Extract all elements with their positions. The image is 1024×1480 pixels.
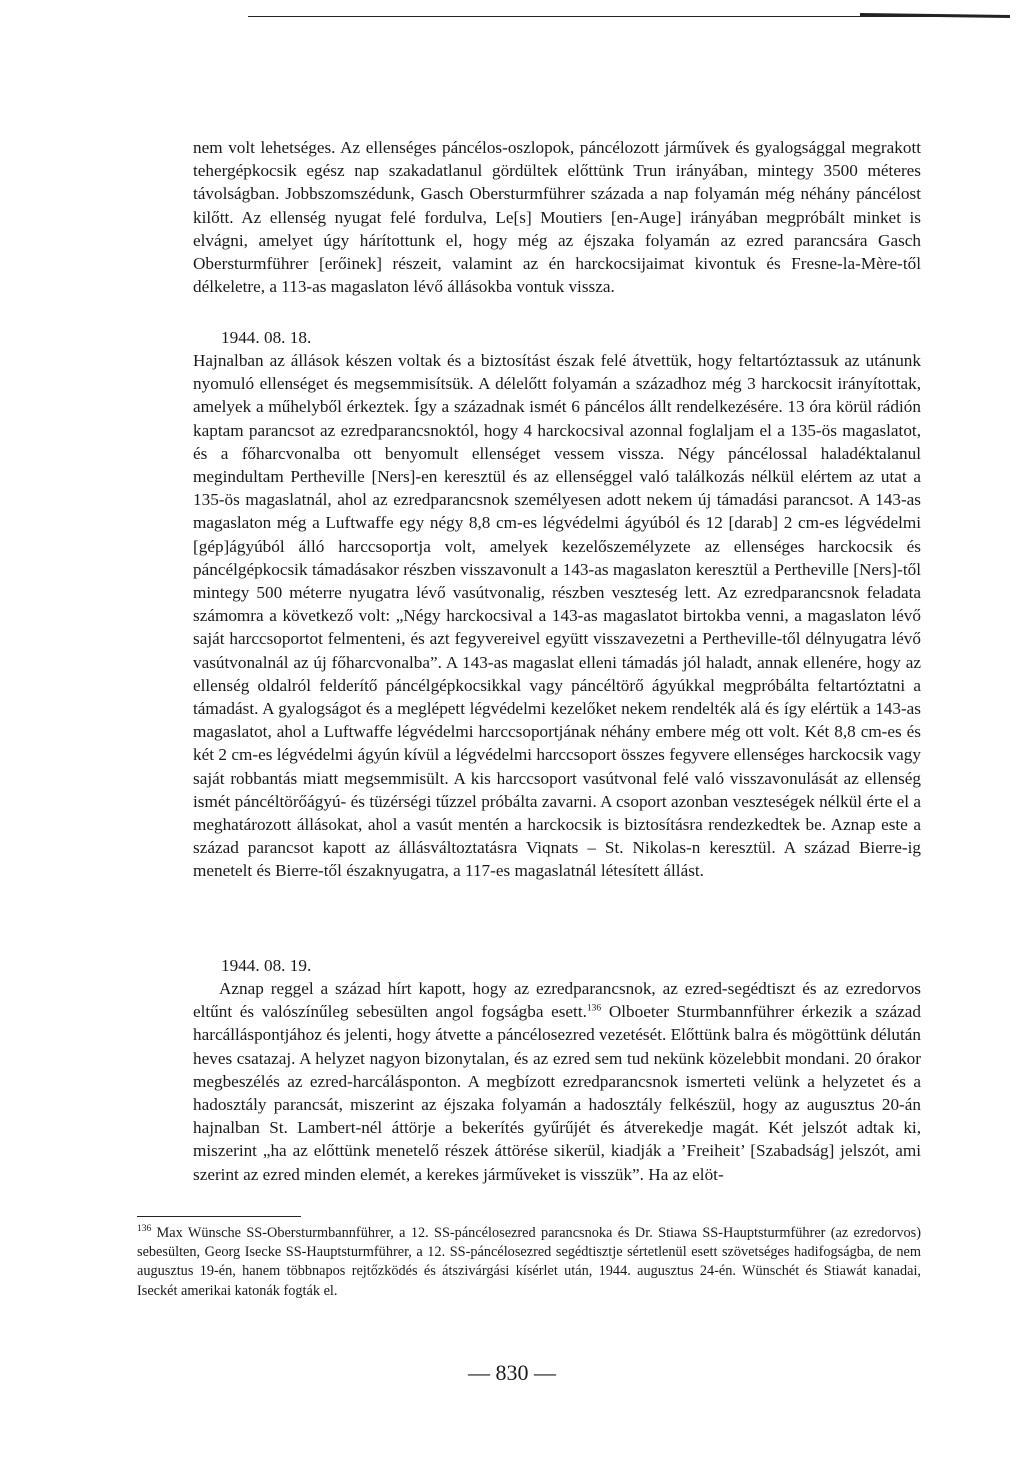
footnote-text: Max Wünsche SS-Obersturmbannführer, a 12. SS-páncélosezred parancsnoka és Dr. Stiawa SS-Hauptsturmführer (az ezredorvos) sebesülten, Georg Isecke SS-Hauptsturmführer, a 12. SS-páncélosezred segédtisztje sértetlenül esett szövetséges hadifogságba, de nem augusztus 19-én, hanem többnapos rejtőzködés és átszivárgási kísérlet után, 1944. augusztus 24-én. Wünschét és Stiawát kanadai, Iseckét amerikai katonák fogták el. xyxy=(137,1225,921,1299)
paragraph: nem volt lehetséges. Az ellenséges páncélos-oszlopok, páncélozott járművek és gyalogsággal megrakott tehergépkocsik egész nap szakadatlanul gördültek előttünk Trun irányában, mintegy 3500 méteres távolságban. Jobbszomszédunk, Gasch Obersturmführer százada a nap folyamán még néhány páncélost kilőtt. Az ellenség nyugat felé fordulva, Le[s] Moutiers [en-Auge] irányában megpróbált minket is elvágni, amelyet úgy hárítottunk el, hogy még az éjszaka folyamán az ezred parancsára Gasch Obersturmführer [erőinek] részeit, valamint az én harckocsijaimat kivontuk és Fresne-la-Mère-től délkeletre, a 113-as magaslaton lévő állásokba vontuk vissza. xyxy=(193,138,921,297)
paragraph xyxy=(193,977,921,1186)
footnote-separator xyxy=(137,1216,301,1217)
paragraph: Hajnalban az állások készen voltak és a biztosítást észak felé átvettük, hogy feltartóztassuk az utánunk nyomuló ellenséget és megsemmisítsük. A délelőtt folyamán a századhoz még 3 harckocsit irányítottak, amelyek a műhelyből érkeztek. Így a századnak ismét 6 páncélos állt rendelkezésére. 13 óra körül rádión kaptam parancsot az ezredparancsnoktól, hogy 4 harckocsival azonnal foglaljam el a 135-ös magaslatot, és a főharcvonalba ott benyomult ellenséget vessem vissza. Négy páncélossal haladéktalanul megindultam Pertheville [Ners]-en keresztül és az ellenséggel való találkozás nélkül elértem az utat a 135-ös magaslatnál, ahol az ezredparancsnok személyesen adott nekem új támadási parancsot. A 143-as magaslaton még a Luftwaffe egy négy 8,8 cm-es légvédelmi ágyúból és 12 [darab] 2 cm-es légvédelmi [gép]ágyúból álló harccsoportja volt, amelyek kezelőszemélyzete az ellenséges harckocsik és páncélgépkocsik támadásakor részben visszavonult a 143-as magaslaton keresztül a Pertheville [Ners]-től mintegy 500 méterre nyugatra lévő vasútvonalig, részben veszteség lett. Az ezredparancsnok feladata számomra a következő volt: „Négy harckocsival a 143-as magaslatot birtokba venni, a magaslaton lévő saját harccsoportot felmenteni, és azt fegyvereivel együtt visszavezetni a Pertheville-től délnyugatra lévő vasútvonalnál az új főharcvonalba”. A 143-as magaslat elleni támadás jól haladt, annak ellenére, hogy az ellenség oldalról felderítő páncélgépkocsikkal vagy páncéltörő ágyúkkal megpróbálta feltartóztatni a támadást. A gyalogságot és a meglépett légvédelmi kezelőket nekem rendelték alá és így elértük a 143-as magaslatot, ahol a Luftwaffe légvédelmi harccsoportjának néhány embere még ott volt. Két 8,8 cm-es és két 2 cm-es légvédelmi ágyún kívül a légvédelmi harccsoport összes fegyvere ellenséges harckocsik vagy saját robbantás miatt megsemmisült. A kis harccsoport vasútvonal felé való visszavonulását az ellenség ismét páncéltörőágyú- és tüzérségi tűzzel próbálta zavarni. A csoport azonban veszteségek nélkül érte el a meghatározott állásokat, ahol a vasút mentén a harckocsik is biztosításra rendezkedtek be. Aznap este a század parancsot kapott az állásváltoztatásra Viqnats – St. Nikolas-n keresztül. A század Bierre-ig menetelt és Bierre-től északnyugatra, a 117-es magaslatnál létesített állást. xyxy=(193,351,921,881)
date-heading: 1944. 08. 18. xyxy=(221,328,312,347)
body-text-section-1 xyxy=(193,136,921,298)
paragraph-text: Aznap reggel a század hírt kapott, hogy az ezredparancsnok, az ezred-segédtiszt és az ezredorvos eltűnt és valószínűleg sebesülten angol fogságba esett. xyxy=(193,979,921,1022)
paragraph-text: Olboeter Sturmbannführer érkezik a század harcálláspontjához és jelenti, hogy átvette a páncélosezred vezetését. Előttünk balra és mögöttünk délután heves csatazaj. A helyzet nagyon bizonytalan, és az ezred sem tud nekünk közelebbit mondani. 20 órakor megbeszélés az ezred-harcálásponton. A megbízott ezredparancsnok ismerteti velünk a helyzetet és a hadosztály parancsát, miszerint az éjszaka folyamán a hadosztály felkészül, hogy az augusztus 20-án hajnalban St. Lambert-nél áttörje a bekerítés gyűrűjét és átverekedje magát. Két jelszót adtak ki, miszerint „ha az előttünk menetelő részek áttörése sikerül, kiadják a ’Freiheit’ [Szabadság] jelszót, ami szerint az ezred minden elemét, a kerekes járműveket is visszük”. Ha az elöt- xyxy=(193,1002,921,1184)
page-number: — 830 — xyxy=(468,1360,556,1385)
footnote-reference: 136 xyxy=(586,1003,602,1014)
footnote xyxy=(137,1224,921,1301)
body-text-section-2 xyxy=(193,349,921,883)
footnote-number: 136 xyxy=(137,1224,152,1235)
body-text-section-3 xyxy=(193,977,921,1186)
header-rule-accent xyxy=(860,13,1010,18)
date-heading: 1944. 08. 19. xyxy=(221,956,312,975)
